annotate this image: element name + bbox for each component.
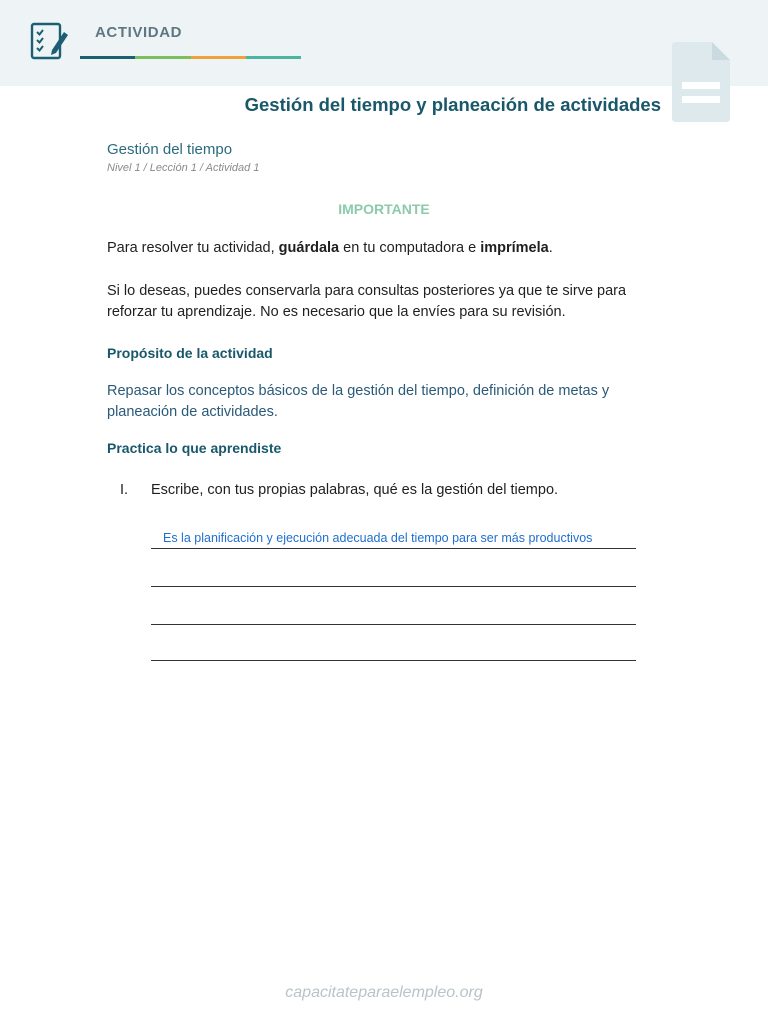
header-color-rule (80, 56, 301, 59)
note-paragraph: Si lo deseas, puedes conservarla para consultas posteriores ya que te sirve para reforzar tu aprendizaje. No es necesario que la envíes para su revisión. (107, 283, 627, 320)
instructions-text-end: . (548, 240, 553, 256)
question-number: I. (120, 482, 129, 498)
purpose-text: Repasar los conceptos básicos de la gestión del tiempo, definición de metas y planeación de actividades. (107, 383, 610, 420)
answer-line (151, 548, 636, 549)
subject-title: Gestión del tiempo (107, 141, 233, 158)
answer-field[interactable]: Es la planificación y ejecución adecuada del tiempo para ser más productivos (163, 531, 593, 545)
document-title: Gestión del tiempo y planeación de actividades (244, 94, 661, 115)
instructions-paragraph (107, 238, 667, 259)
rule-segment-2 (135, 56, 190, 59)
important-heading: IMPORTANTE (338, 201, 430, 217)
rule-segment-3 (191, 56, 246, 59)
checklist-pencil-icon (28, 20, 70, 62)
question-text: Escribe, con tus propias palabras, qué es la gestión del tiempo. (151, 482, 559, 498)
answer-line[interactable] (151, 624, 636, 625)
document-icon (668, 38, 734, 124)
practice-heading: Practica lo que aprendiste (107, 440, 282, 456)
rule-segment-4 (246, 56, 301, 59)
answer-line[interactable] (151, 586, 636, 587)
rule-segment-1 (80, 56, 135, 59)
footer-site: capacitateparaelempleo.org (285, 984, 483, 1001)
header-band (0, 0, 768, 86)
instructions-bold-print: imprímela (480, 240, 549, 256)
header-label: ACTIVIDAD (95, 24, 183, 41)
breadcrumb: Nivel 1 / Lección 1 / Actividad 1 (107, 162, 260, 174)
instructions-bold-save: guárdala (278, 240, 340, 256)
instructions-text-start: Para resolver tu actividad, (107, 240, 279, 256)
purpose-heading: Propósito de la actividad (107, 345, 273, 361)
instructions-text-mid: en tu computadora e (339, 240, 481, 256)
answer-line[interactable] (151, 660, 636, 661)
